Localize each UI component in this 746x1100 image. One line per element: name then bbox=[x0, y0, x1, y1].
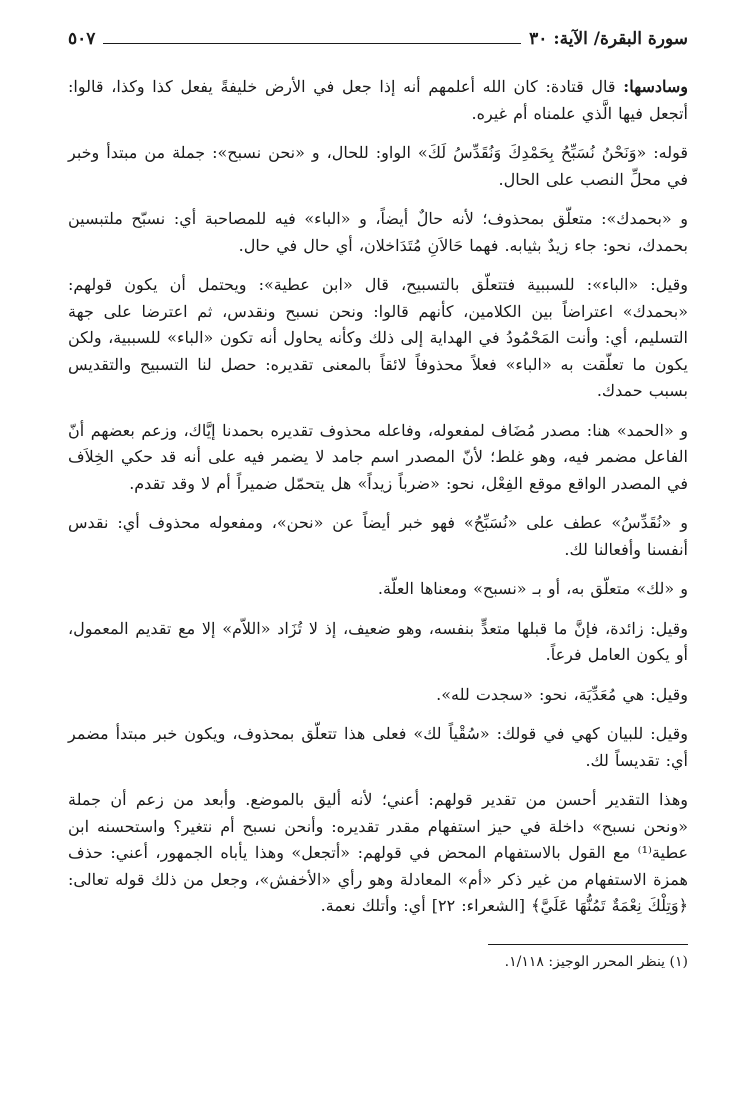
paragraph-text: و «لك» متعلّق به، أو بـ «نسبح» ومعناها العلّة. bbox=[377, 579, 688, 598]
paragraph bbox=[68, 616, 688, 669]
paragraph-text: و «نُقَدِّسُ» عطف على «نُسَبِّحُ» فهو خبر أيضاً عن «نحن»، ومفعوله محذوف أي: نقدس أنفسنا وأفعالنا لك. bbox=[68, 513, 688, 559]
paragraph bbox=[68, 721, 688, 774]
paragraph-text: و «بحمدك»: متعلّق بمحذوف؛ لأنه حالٌ أيضاً، و «الباء» فيه للمصاحبة أي: نسبّح ملتبسين بحمدك، نحو: جاء زيدٌ بثيابه. فهما حَالاَنِ مُتَدَاخلان، أي حال في حال. bbox=[68, 209, 689, 255]
surah-verse-title: سورة البقرة/ الآية: ٣٠ bbox=[529, 29, 688, 49]
header-rule bbox=[103, 43, 521, 44]
paragraph bbox=[68, 140, 688, 193]
footnote-divider bbox=[488, 944, 688, 945]
page-number: ٥٠٧ bbox=[68, 29, 96, 49]
paragraph bbox=[68, 510, 688, 563]
paragraph-text: وقيل: للبيان كهي في قولك: «سُقْياً لك» فعلى هذا تتعلّق بمحذوف، ويكون خبر مبتدأ مضمر أي: تقديساً لك. bbox=[68, 724, 688, 770]
paragraph bbox=[68, 576, 688, 603]
paragraph bbox=[68, 74, 688, 127]
paragraph bbox=[68, 787, 688, 920]
paragraph bbox=[68, 682, 688, 709]
paragraph-text: وقيل: زائدة، فإنَّ ما قبلها متعدٍّ بنفسه، وهو ضعيف، إذ لا تُزَاد «اللاّم» إلا مع تقديم المعمول، أو يكون العامل فرعاً. bbox=[68, 618, 688, 664]
paragraph bbox=[68, 418, 688, 498]
footnote: (١) ينظر المحرر الوجيز: ١/١١٨. bbox=[504, 953, 688, 970]
page-body bbox=[68, 74, 688, 920]
book-page bbox=[68, 22, 688, 973]
paragraph bbox=[68, 272, 688, 405]
paragraph-text: قال قتادة: كان الله أعلمهم أنه إذا جعل في الأرض خليفةً يفعل كذا وكذا، قالوا: أتجعل فيها الَّذي علمناه أم غيره. bbox=[68, 77, 688, 123]
running-header bbox=[68, 22, 688, 56]
paragraph bbox=[68, 206, 688, 259]
paragraph-text: وهذا التقدير أحسن من تقدير قولهم: أعني؛ لأنه أليق بالموضع. وأبعد من زعم أن جملة «ونحن نسبح» داخلة في حيز استفهام مقدر تقديره: وأنحن نسبح أم نتغير؟ واستحسنه ابن عطية⁽¹⁾ مع القول بالاستفهام المحض في قولهم: «أتجعل» وهذا يأباه الجمهور، أعني: حذف همزة الاستفهام من غير ذكر «أم» المعادلة وهو رأي «الأخفش»، وجعل من ذلك قوله تعالى: ﴿وَتِلْكَ نِعْمَةٌ تَمُنُّهَا عَلَيَّ﴾ [الشعراء: ٢٢] أي: وأتلك نعمة. bbox=[68, 790, 688, 915]
paragraph-text: و «الحمد» هنا: مصدر مُضَاف لمفعوله، وفاعله محذوف تقديره بحمدنا إيَّاك، وزعم بعضهم أنّ الفاعل مضمر فيه، وهو غلط؛ لأنّ المصدر اسم جامد لا يضمر فيه على أنه قد حكي الخِلاَف في المصدر الواقع موقع الفِعْل، نحو: «ضرباً زيداً» هل يتحمّل ضميراً أم لا وقد تقدم. bbox=[68, 420, 688, 493]
paragraph-lead: وسادسها: bbox=[623, 77, 688, 96]
paragraph-text: وقيل: «الباء»: للسببية فتتعلّق بالتسبيح، قال «ابن عطية»: ويحتمل أن يكون قولهم: «بحمدك» اعتراضاً بين الكلامين، كأنهم قالوا: ونحن نسبح ونقدس، ثم اعترضا على جهة التسليم، أي: وأنت المَحْمُودُ في الهداية إلى ذلك وكأنه يحاول أنه تكون «الباء» للسببية، ولكن يكون ما تعلّقت به «الباء» فعلاً محذوفاً لائقاً بالمعنى تقديره: حصل لنا التسبيح والتقديس بسبب حمدك. bbox=[68, 275, 688, 400]
paragraph-text: قوله: «وَنَحْنُ نُسَبِّحُ بِحَمْدِكَ وَنُقَدِّسُ لَكَ» الواو: للحال، و «نحن نسبح»: جملة من مبتدأ وخبر في محلِّ النصب على الحال. bbox=[68, 143, 688, 189]
paragraph-text: وقيل: هي مُعَدِّيَة، نحو: «سجدت لله». bbox=[436, 684, 688, 704]
